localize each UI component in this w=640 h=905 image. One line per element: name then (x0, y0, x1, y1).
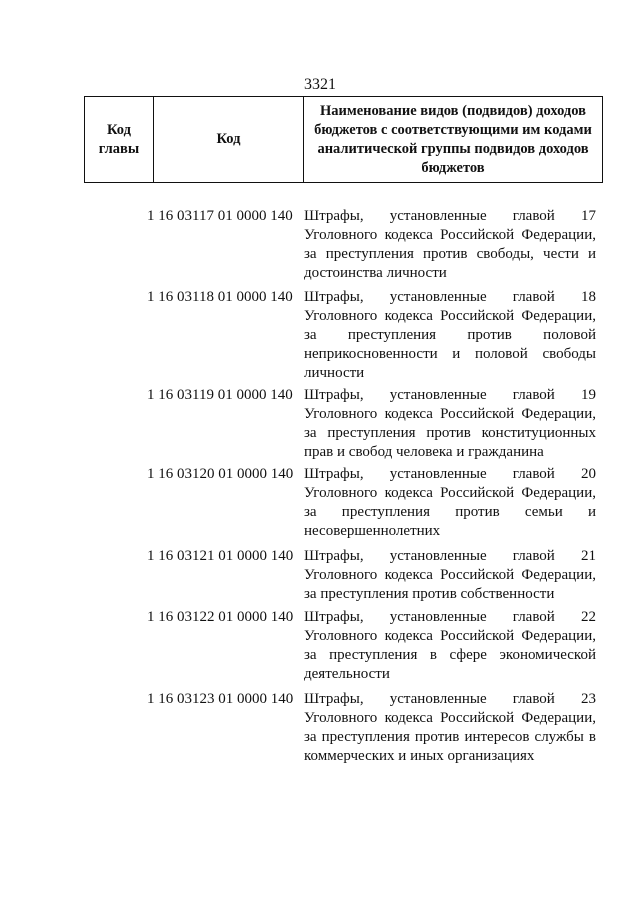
row-code: 1 16 03119 01 0000 140 (147, 387, 293, 403)
row-code: 1 16 03118 01 0000 140 (147, 289, 293, 305)
row-name: Штрафы, установленные главой 19 Уголовного кодекса Российской Федерации, за преступления против конституционных прав и свобод человека и гражданина (304, 387, 596, 460)
page-number: 3321 (304, 76, 336, 93)
header-chapter-code: Код главы (85, 97, 154, 183)
row-name: Штрафы, установленные главой 20 Уголовного кодекса Российской Федерации, за преступления против семьи и несовершеннолетних (304, 466, 596, 539)
row-name: Штрафы, установленные главой 17 Уголовного кодекса Российской Федерации, за преступления против свободы, чести и достоинства личности (304, 208, 596, 281)
table-header (84, 96, 603, 183)
row-name: Штрафы, установленные главой 23 Уголовного кодекса Российской Федерации, за преступления против интересов службы в коммерческих и иных организациях (304, 691, 596, 764)
row-code: 1 16 03120 01 0000 140 (147, 466, 294, 482)
row-name: Штрафы, установленные главой 21 Уголовного кодекса Российской Федерации, за преступления против собственности (304, 548, 596, 602)
row-code: 1 16 03117 01 0000 140 (147, 208, 293, 224)
row-name: Штрафы, установленные главой 22 Уголовного кодекса Российской Федерации, за преступления в сфере экономической деятельности (304, 609, 596, 682)
row-name: Штрафы, установленные главой 18 Уголовного кодекса Российской Федерации, за преступления против половой неприкосновенности и половой свободы личности (304, 289, 596, 381)
header-name: Наименование видов (подвидов) доходов бюджетов с соответствующими им кодами аналитической группы подвидов доходов бюджетов (304, 97, 603, 183)
row-code: 1 16 03121 01 0000 140 (147, 548, 294, 564)
header-code: Код (154, 97, 304, 183)
row-code: 1 16 03122 01 0000 140 (147, 609, 294, 625)
row-code: 1 16 03123 01 0000 140 (147, 691, 294, 707)
